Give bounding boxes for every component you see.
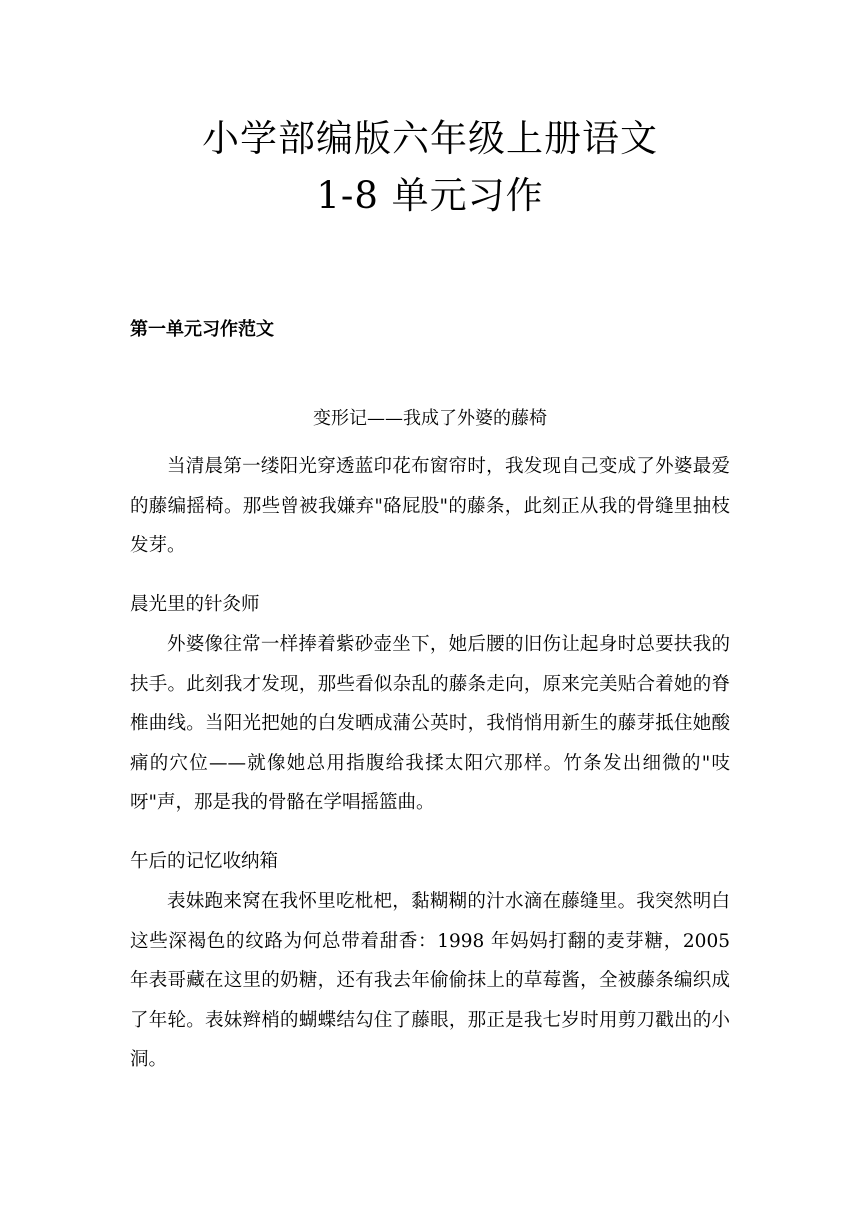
paragraph: 外婆像往常一样捧着紫砂壶坐下，她后腰的旧伤让起身时总要扶我的扶手。此刻我才发现，那些看似杂乱的藤条走向，原来完美贴合着她的脊椎曲线。当阳光把她的白发晒成蒲公英时，我悄悄用新生的藤芽抵住她酸痛的穴位——就像她总用指腹给我揉太阳穴那样。竹条发出细微的"吱呀"声，那是我的骨骼在学唱摇篮曲。 — [130, 634, 730, 813]
subheading: 晨光里的针灸师 — [130, 594, 260, 615]
essay-title: 变形记——我成了外婆的藤椅 — [313, 408, 547, 429]
section-heading: 第一单元习作范文 — [130, 319, 274, 340]
document-title: 小学部编版六年级上册语文 — [202, 117, 658, 160]
paragraph: 当清晨第一缕阳光穿透蓝印花布窗帘时，我发现自己变成了外婆最爱的藤编摇椅。那些曾被我嫌弃"硌屁股"的藤条，此刻正从我的骨缝里抽枝发芽。 — [130, 456, 730, 556]
document-subtitle: 1-8 单元习作 — [316, 174, 544, 217]
subheading: 午后的记忆收纳箱 — [130, 851, 279, 872]
paragraph: 表妹跑来窝在我怀里吃枇杷，黏糊糊的汁水滴在藤缝里。我突然明白这些深褐色的纹路为何总带着甜香：1998 年妈妈打翻的麦芽糖，2005 年表哥藏在这里的奶糖，还有我去年偷偷抹上的草莓酱，全被藤条编织成了年轮。表妹辫梢的蝴蝶结勾住了藤眼，那正是我七岁时用剪刀戳出的小洞。 — [130, 891, 730, 1070]
